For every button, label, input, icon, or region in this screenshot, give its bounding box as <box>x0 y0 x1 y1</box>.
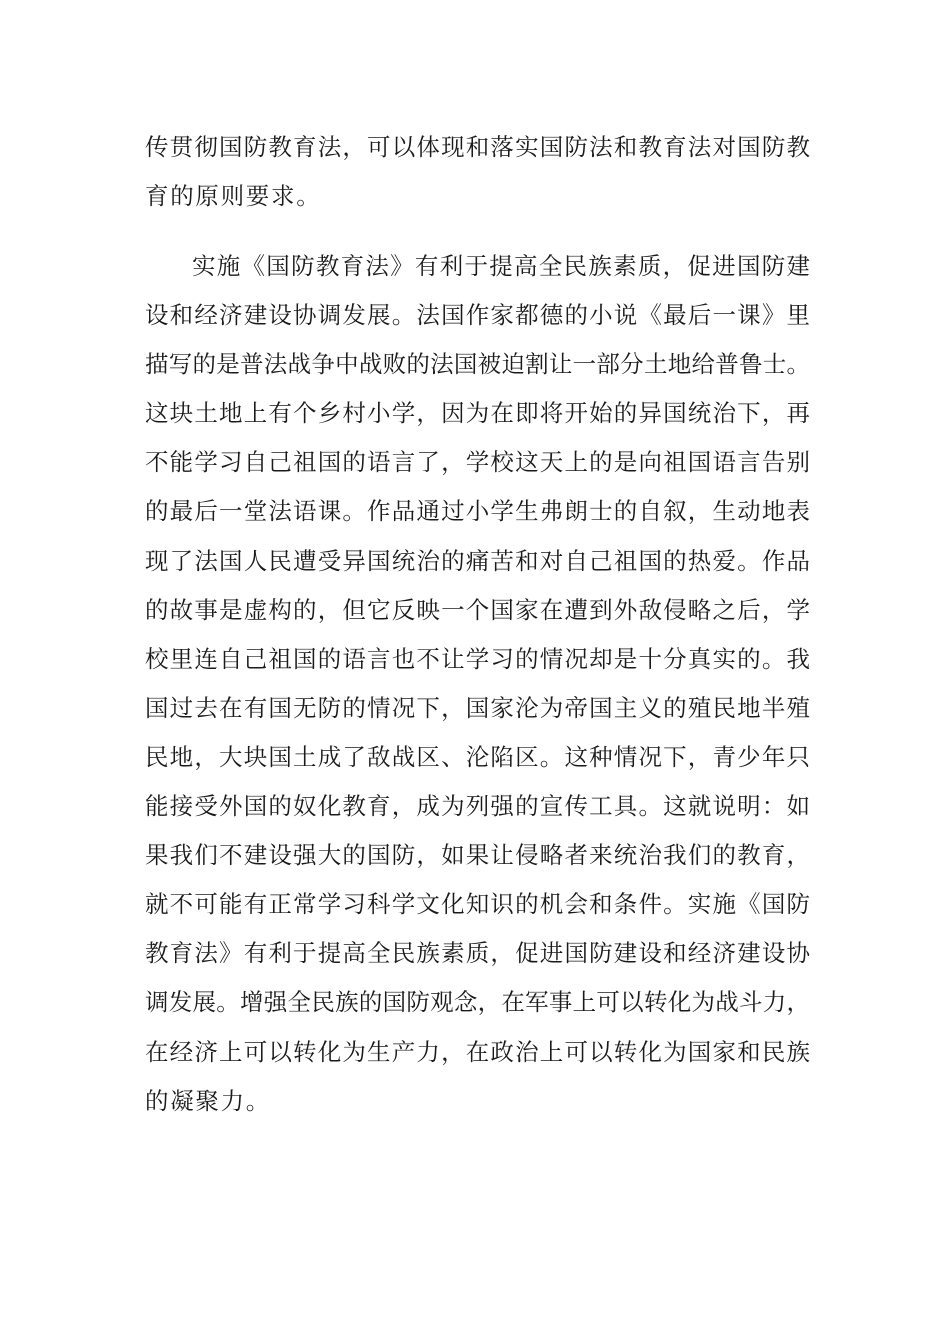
text-line: 调发展。增强全民族的国防观念，在军事上可以转化为战斗力， <box>145 988 810 1017</box>
text-line: 现了法国人民遭受异国统治的痛苦和对自己祖国的热爱。作品 <box>145 546 810 575</box>
paragraph-1 <box>145 123 810 221</box>
text-line: 传贯彻国防教育法，可以体现和落实国防法和教育法对国防教 <box>145 133 810 161</box>
paragraph-2 <box>145 242 810 1126</box>
text-line: 果我们不建设强大的国防，如果让侵略者来统治我们的教育， <box>145 841 810 870</box>
text-line: 就不可能有正常学习科学文化知识的机会和条件。实施《国防 <box>145 890 810 919</box>
text-line: 校里连自己祖国的语言也不让学习的情况却是十分真实的。我 <box>145 644 810 673</box>
text-line: 民地，大块国土成了敌战区、沦陷区。这种情况下，青少年只 <box>145 742 810 771</box>
text-line: 国过去在有国无防的情况下，国家沦为帝国主义的殖民地半殖 <box>145 693 810 722</box>
text-line: 不能学习自己祖国的语言了，学校这天上的是向祖国语言告别 <box>145 448 810 477</box>
text-line: 设和经济建设协调发展。法国作家都德的小说《最后一课》里 <box>145 301 810 330</box>
text-line: 教育法》有利于提高全民族素质，促进国防建设和经济建设协 <box>145 939 810 968</box>
text-line: 在经济上可以转化为生产力，在政治上可以转化为国家和民族 <box>145 1037 810 1066</box>
text-line: 描写的是普法战争中战败的法国被迫割让一部分土地给普鲁士。 <box>145 350 810 379</box>
text-line: 这块土地上有个乡村小学，因为在即将开始的异国统治下，再 <box>145 399 810 428</box>
text-line: 实施《国防教育法》有利于提高全民族素质，促进国防建 <box>192 252 810 280</box>
text-line: 能接受外国的奴化教育，成为列强的宣传工具。这就说明：如 <box>145 792 810 821</box>
text-line: 的故事是虚构的，但它反映一个国家在遭到外敌侵略之后，学 <box>145 595 810 624</box>
text-line: 育的原则要求。 <box>145 182 322 211</box>
text-line: 的最后一堂法语课。作品通过小学生弗朗士的自叙，生动地表 <box>145 497 810 526</box>
text-line: 的凝聚力。 <box>145 1086 271 1115</box>
